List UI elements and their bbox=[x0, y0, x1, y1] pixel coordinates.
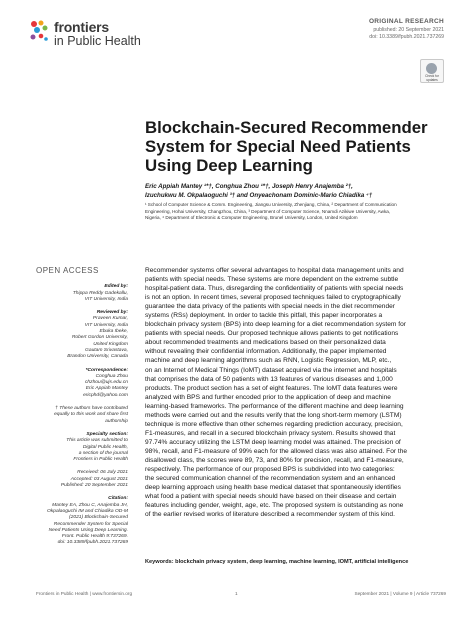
reviewer-line: Brandon University, Canada bbox=[67, 354, 128, 360]
citation-line: Need Patients Using Deep Learning. bbox=[48, 527, 128, 533]
abstract-line: hospital-patient data. Thus, disregarding the confidentiality of patients with special needs bbox=[145, 285, 404, 293]
abstract-line: patients with special needs. These systems are more dependent on the extreme subtle bbox=[145, 276, 399, 284]
abstract-line: on an Internet of Medical Things (IoMT) dataset acquired via the internet and hospitals bbox=[145, 366, 397, 374]
abstract-line: analyzed with BPS and further encoded prior to the application of deep and machine bbox=[145, 393, 391, 401]
citation-line: Recommender System for Special bbox=[53, 521, 128, 527]
correspondence-line: Eric Appiah Mantey bbox=[85, 386, 128, 392]
footer-volume-info: September 2021 | Volume 9 | Article 737269 bbox=[354, 591, 446, 596]
abstract-line: products. The product section has a set of eight features. The IoMT data features were bbox=[145, 384, 398, 392]
frontiers-logo-icon bbox=[28, 18, 50, 44]
refresh-icon bbox=[426, 63, 437, 74]
abstract-line: guarantee the data privacy of the patients with special needs in the diet recommender bbox=[145, 303, 395, 311]
open-access-label: OPEN ACCESS bbox=[36, 266, 99, 275]
note-line: equally to this work and share first bbox=[54, 412, 128, 418]
correspondence-block bbox=[36, 368, 128, 399]
reviewer-line: United Kingdom bbox=[93, 341, 128, 347]
abstract-line: about recommended treatments and medications based on their personalized data bbox=[145, 339, 386, 347]
doi-link[interactable]: doi: 10.3389/fpubh.2021.737269 bbox=[369, 34, 444, 40]
article-title bbox=[145, 118, 445, 175]
specialty-line: a section of the journal bbox=[78, 450, 128, 456]
citation-block bbox=[36, 496, 128, 546]
reviewer-line: Praveen Kumar, bbox=[92, 316, 128, 322]
citation-line: (2021) Blockchain-Secured bbox=[69, 515, 128, 521]
published-date: published: 20 September 2021 bbox=[373, 27, 444, 33]
abstract-line: disallowed class, the scores were 89, 73, and 80% for precision, recall, and F1-measure, bbox=[145, 456, 404, 464]
specialty-heading: Specialty section: bbox=[86, 431, 128, 437]
check-badge-label: Check for updates bbox=[425, 74, 439, 82]
keywords bbox=[145, 559, 447, 566]
edited-by-block bbox=[36, 284, 128, 303]
abstract-line: patients with special needs. Our proposed technique allows patients to get notifications bbox=[145, 330, 399, 338]
abstract-line: machine and deep learning algorithms such as RNN, Logistic Regression, MLP, etc., bbox=[145, 357, 392, 365]
abstract-line: F1-measures, and recall in a secured blockchain privacy system. Results showed that bbox=[145, 429, 396, 437]
author-list bbox=[145, 182, 445, 200]
specialty-line: This article was submitted to bbox=[66, 438, 128, 444]
article-type: ORIGINAL RESEARCH bbox=[368, 18, 444, 25]
title-line: Using Deep Learning bbox=[145, 156, 313, 175]
citation-doi[interactable]: doi: 10.3389/fpubh.2021.737269 bbox=[57, 540, 128, 546]
abstract-line: respectively. The performance of our proposed BPS is subdivided into two categories: bbox=[145, 466, 395, 474]
page-footer bbox=[36, 591, 446, 599]
affiliation-line: Engineering, Hohai University, Changzhou, China, ³ Department of Computer Science, Nnamdi Azikiwe University, Awka, bbox=[145, 208, 391, 214]
citation-line: Front. Public Health 9:737269. bbox=[61, 534, 128, 540]
specialty-line: Frontiers in Public Health bbox=[73, 457, 128, 463]
check-for-updates-badge[interactable] bbox=[420, 59, 444, 83]
specialty-line: Digital Public Health, bbox=[82, 444, 128, 450]
correspondence-line: Conghua Zhou bbox=[95, 373, 128, 379]
dates-block bbox=[36, 470, 128, 489]
abstract-line: blockchain privacy system (BPS) into deep learning for a diet recommendation system for bbox=[145, 321, 406, 329]
affiliation-line: Nigeria, ⁴ Department of Electronic & Computer Engineering, Brunel University, London, United Kingdom bbox=[145, 215, 358, 221]
abstract-line: deep learning approach using health base medical dataset that spontaneously identifies bbox=[145, 484, 401, 492]
abstract-line: learning-based frameworks. The performance of the different machine and deep learning bbox=[145, 402, 404, 410]
abstract-line: that comprises the data of 50 patients with 13 features of various diseases and 1,000 bbox=[145, 375, 393, 383]
abstract-line: systems (RSs) deployment. In order to tackle this pitfall, this paper incorporates a bbox=[145, 312, 383, 320]
title-line: System for Special Need Patients bbox=[145, 137, 411, 156]
editor-line: VIT University, India bbox=[84, 296, 128, 302]
affiliation-line: ¹ School of Computer Science & Comm. Engineering, Jiangsu University, Zhenjiang, China, ² Department of Communication bbox=[145, 202, 397, 207]
published-date-sidebar: Published: 20 September 2021 bbox=[60, 483, 128, 489]
specialty-section-block bbox=[36, 432, 128, 463]
note-line: authorship bbox=[105, 418, 128, 424]
abstract-line: what food a patient with special needs should have based on their disease and certain bbox=[145, 493, 397, 501]
abstract-line: 97.74% accuracy utilizing the LSTM deep learning model was attained. The precision of bbox=[145, 438, 401, 446]
correspondence-email[interactable]: chzhou@ujs.edu.cn bbox=[84, 380, 128, 386]
equal-contribution-note bbox=[36, 406, 128, 425]
page-number: 1 bbox=[235, 591, 238, 596]
received-date: Received: 06 July 2021 bbox=[77, 470, 128, 476]
citation-line: Okpalaoguchi IM and Chiadika OD-M bbox=[46, 508, 128, 514]
affiliations bbox=[145, 202, 445, 222]
correspondence-heading: *Correspondence: bbox=[85, 367, 128, 373]
journal-name: in Public Health bbox=[54, 34, 141, 48]
correspondence-email[interactable]: ericphd@yahoo.com bbox=[83, 392, 128, 398]
abstract-line: without revealing their confidential information. Additionally, the paper implemented bbox=[145, 348, 387, 356]
reviewer-line: Ebuka Ibeke, bbox=[99, 329, 128, 335]
abstract-line: Recommender systems offer several advantages to hospital data management units and bbox=[145, 267, 404, 274]
citation-heading: Citation: bbox=[108, 496, 128, 502]
abstract-line: the secured communication channel of the recommendation system and an enhanced bbox=[145, 475, 396, 483]
footer-journal-link[interactable]: Frontiers in Public Health | www.frontiersin.org bbox=[36, 591, 133, 596]
keywords-label: Keywords: bbox=[145, 559, 174, 565]
abstract bbox=[145, 266, 447, 519]
abstract-line: of the earlier revised works of literature described a recommender system of this kind. bbox=[145, 511, 395, 519]
accepted-date: Accepted: 03 August 2021 bbox=[70, 476, 128, 482]
title-line: Blockchain-Secured Recommender bbox=[145, 118, 428, 137]
journal-logo[interactable] bbox=[28, 16, 178, 50]
reviewer-line: Gautam Srivastava, bbox=[85, 347, 128, 353]
abstract-line: features including gender, weight, age, etc. The proposed system is outstanding as none bbox=[145, 502, 404, 510]
reviewed-by-heading: Reviewed by: bbox=[96, 310, 128, 316]
editor-line: Thippa Reddy Gadekallu, bbox=[72, 290, 128, 296]
article-sidebar bbox=[36, 268, 128, 554]
abstract-line: technique is more effective than other schemes regarding prediction accuracy, precision, bbox=[145, 420, 403, 428]
edited-by-heading: Edited by: bbox=[104, 284, 128, 290]
authors-line[interactable]: Izuchukwu M. Okpalaoguchi ³† and Onyeachonam Dominic-Mario Chiadika ⁴† bbox=[145, 192, 373, 199]
authors-line[interactable]: Eric Appiah Mantey ¹*†, Conghua Zhou ¹*†, Joseph Henry Anajemba ²†, bbox=[145, 183, 353, 190]
citation-line: Mantey EA, Zhou C, Anajemba JH, bbox=[52, 502, 128, 508]
reviewer-line: Robert Gordon University, bbox=[71, 335, 128, 341]
note-line: † These authors have contributed bbox=[55, 406, 128, 412]
brand-name: frontiers bbox=[54, 19, 109, 35]
reviewer-line: VIT University, India bbox=[84, 322, 128, 328]
abstract-line: methods were carried out and the results verify that the long short-term memory (LSTM) bbox=[145, 411, 402, 419]
reviewed-by-block bbox=[36, 310, 128, 360]
abstract-line: is not an option. In recent times, several proposed techniques failed to cryptographically bbox=[145, 294, 401, 302]
abstract-line: 98%, recall, and F1-measure of 99% each for the allowed class was also attained. For the bbox=[145, 447, 408, 455]
keywords-text: blockchain privacy system, deep learning, machine learning, IOMT, artificial intelligence bbox=[175, 559, 409, 565]
